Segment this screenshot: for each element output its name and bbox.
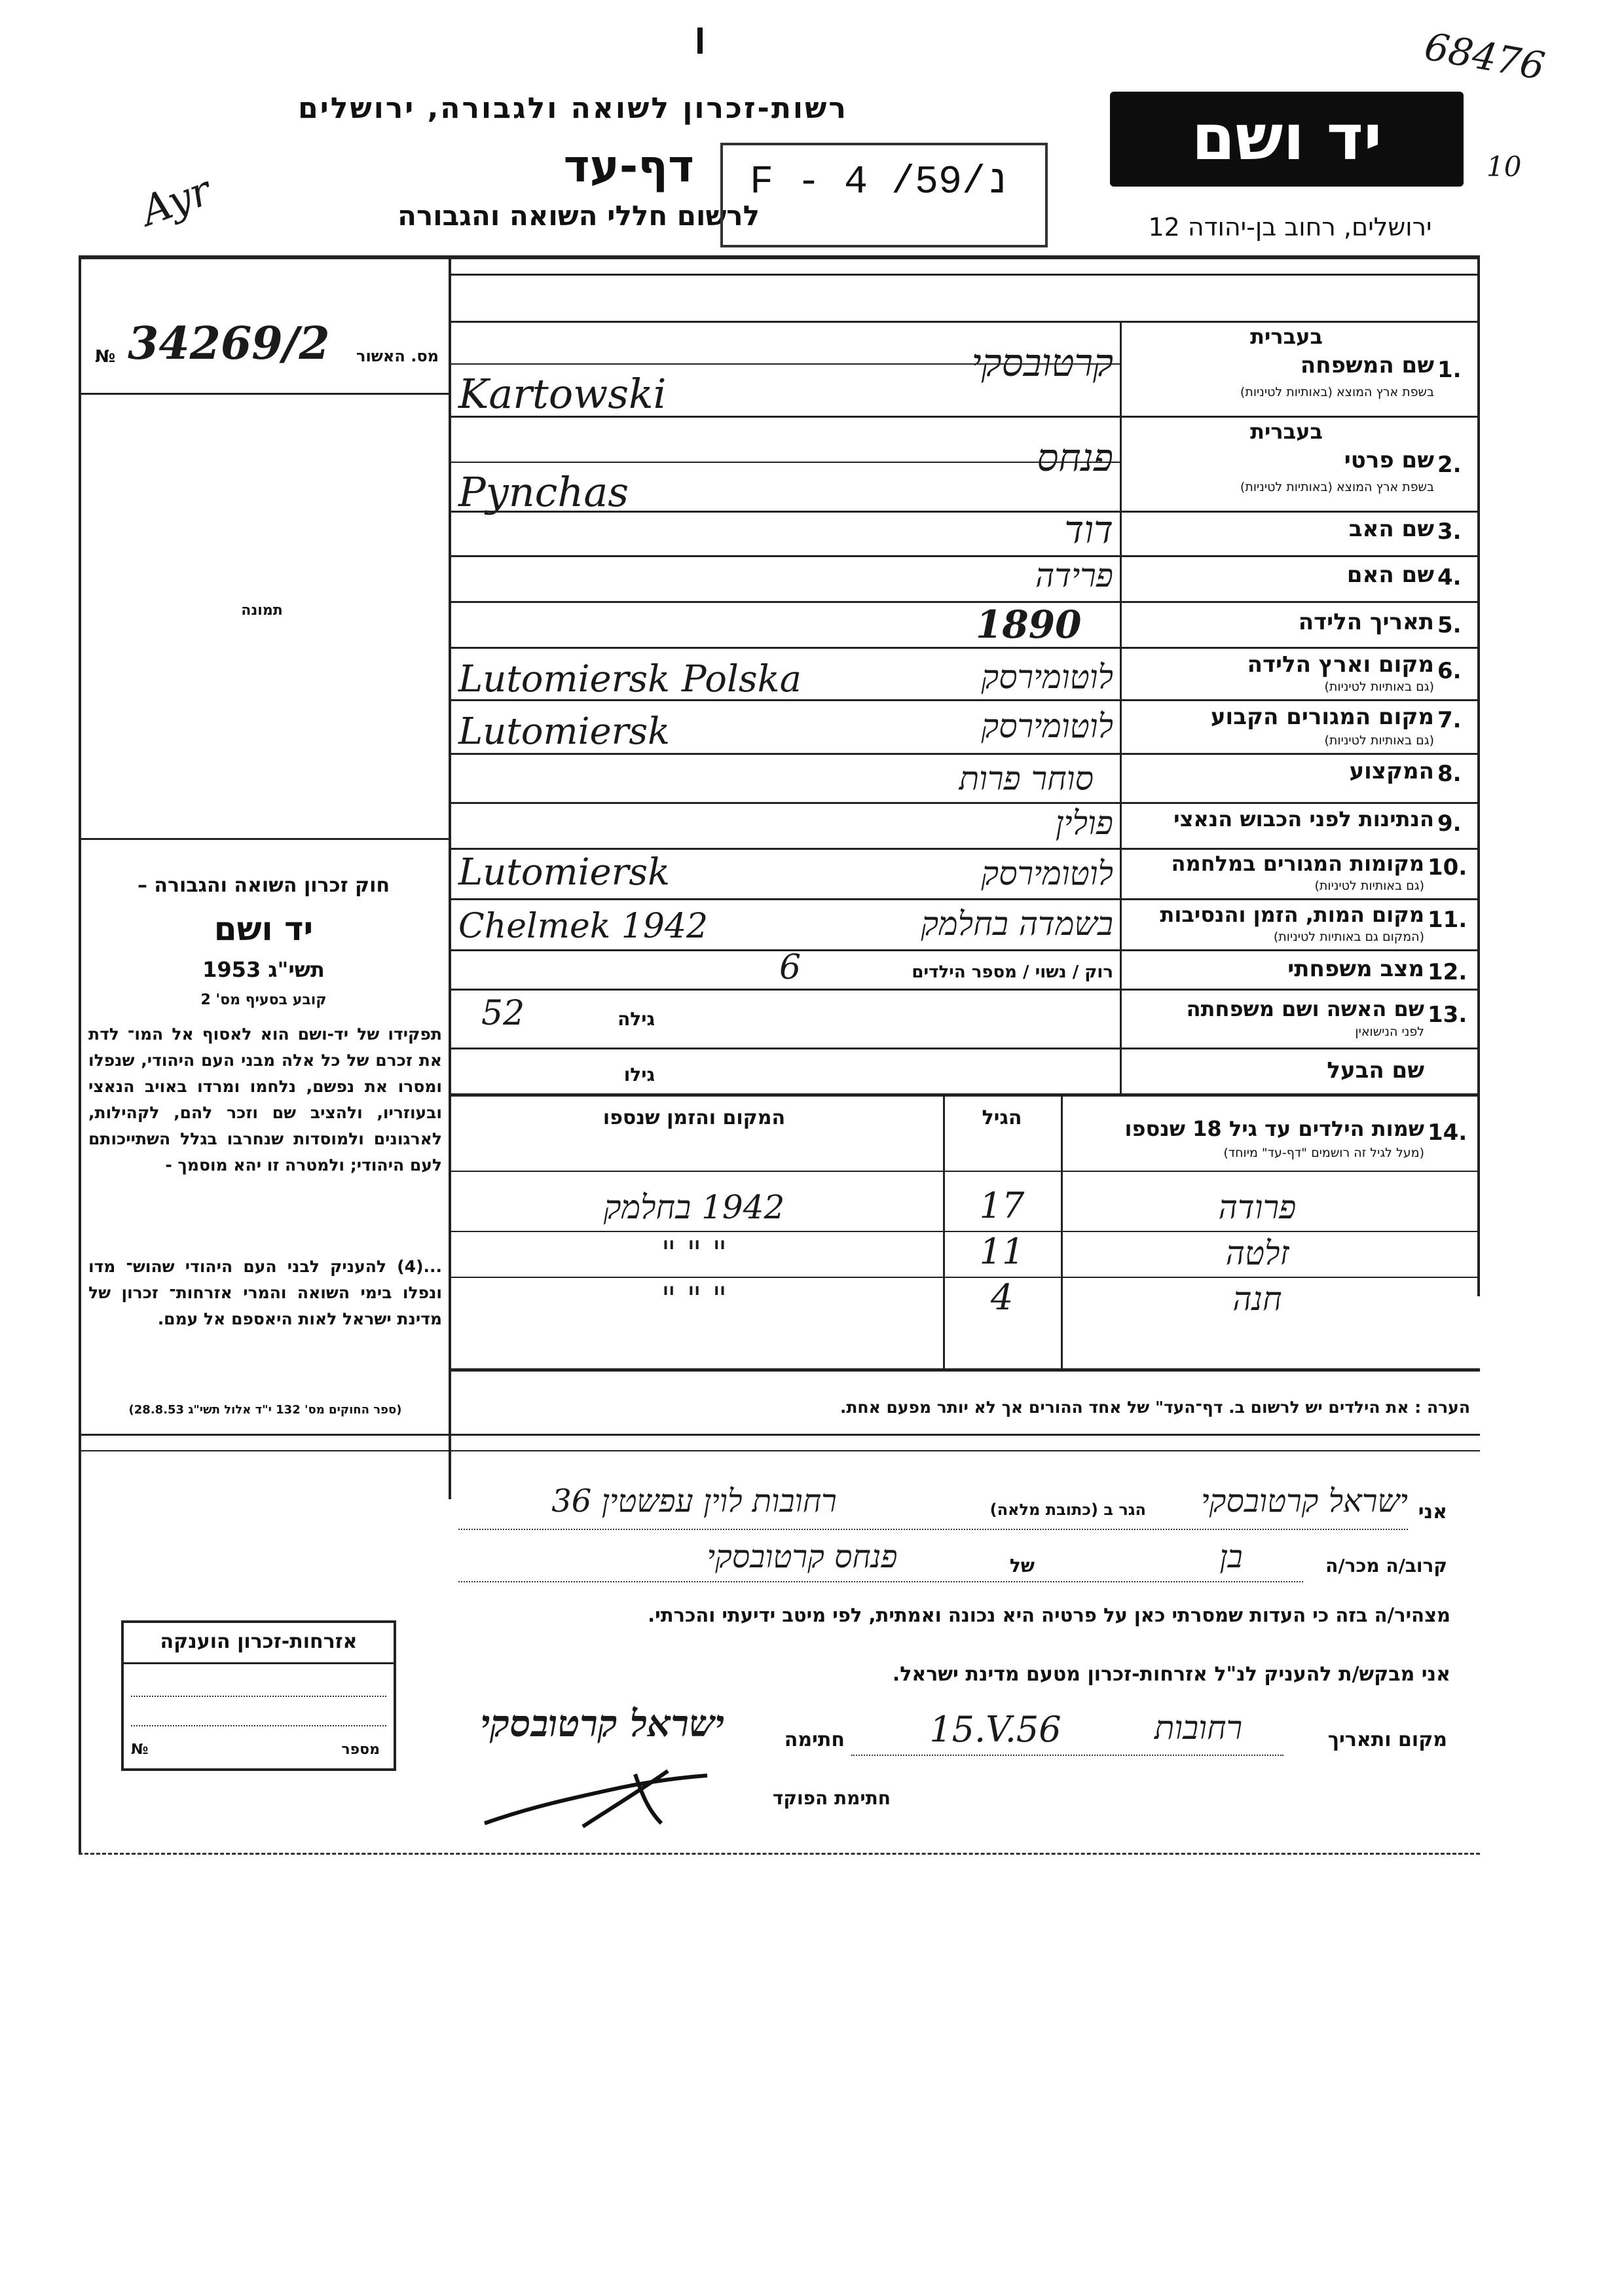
field-4-line xyxy=(449,601,1480,603)
field-6-line xyxy=(449,699,1480,701)
field-6-sub: (גם באותיות לטיניות) xyxy=(1324,680,1434,694)
form-top-line-2 xyxy=(449,274,1480,276)
field-10-latin: Lutomiersk xyxy=(458,851,671,894)
note-line xyxy=(79,1434,1480,1436)
child-3-age: 4 xyxy=(990,1277,1014,1318)
field-9-num: 9. xyxy=(1437,811,1462,837)
field-5-label: תאריך הלידה xyxy=(1298,609,1434,635)
reg-number: F - 4 /59/נ xyxy=(750,160,1010,205)
field-9-line xyxy=(449,848,1480,850)
form-top-line xyxy=(79,255,1480,259)
law-year: תשי"ג 1953 xyxy=(202,957,325,982)
org-name: רשות-זכרון לשואה ולגבורה, ירושלים xyxy=(298,92,848,125)
field-8-hebrew: סוחר פרות xyxy=(959,759,1094,797)
margin-note: Ayr xyxy=(134,166,217,236)
children-title: שמות הילדים עד גיל 18 שנספו xyxy=(1124,1116,1424,1141)
law-text-1: תפקידו של יד-ושם הוא לאסוף אל המו־ לדת את זכרם של כל אלה מבני העם היהודי, שנפלו ומסרו את נפשם, נלחמו ומרדו באויב הנאצי ובעוזריו, ולהציב שם וזכר להם, לקהילות, לארגונים ולמוסדות שנחרבו בגלל השתייכותם לעם היהודי; ולמטרה זו יהא מוסמך - xyxy=(88,1025,442,1175)
decl-request: אני מבקש/ת להעניק לנ"ל אזרחות-זכרון מטעם מדינת ישראל. xyxy=(892,1663,1450,1686)
field-7-latin: Lutomiersk xyxy=(458,710,671,753)
decl-address: רחובות לוין עפשטין 36 xyxy=(551,1483,837,1520)
field-13-num: 13. xyxy=(1428,1002,1467,1028)
field-1-tag: בעברית xyxy=(1250,324,1323,349)
field-3-label: שם האב xyxy=(1348,516,1434,542)
field-13-sub: לפני הנישואין xyxy=(1355,1025,1424,1039)
field-1-latin: Kartowski xyxy=(458,370,667,418)
field-2-tag: בעברית xyxy=(1250,419,1323,444)
decl-name: ישראל קרטובסקי xyxy=(1201,1483,1408,1520)
field-13-value: 52 xyxy=(481,994,525,1033)
field-2-hebrew: פנחס xyxy=(1037,435,1113,480)
form-bottom-line xyxy=(79,1853,1480,1855)
field-12-inline: רוק / נשוי / מספר הילדים xyxy=(912,962,1113,982)
field-1-line-a xyxy=(449,363,1120,365)
approval-bottom-line xyxy=(79,393,449,395)
field-11-num: 11. xyxy=(1428,907,1467,933)
field-10-label: מקומות המגורים במלחמה xyxy=(1171,851,1424,876)
law-clause: קובע בסעיף מס' 2 xyxy=(200,992,327,1008)
label-column-divider xyxy=(1120,321,1122,1093)
child-2-age: 11 xyxy=(979,1231,1025,1272)
field-6-num: 6. xyxy=(1437,658,1462,684)
citizenship-dotted-2 xyxy=(131,1725,386,1726)
child-1-age: 17 xyxy=(979,1185,1025,1226)
decl-relation-label: קרוב/ה מכר/ה xyxy=(1325,1555,1447,1576)
field-10-line xyxy=(449,898,1480,900)
field-8-label: המקצוע xyxy=(1349,758,1434,784)
field-11-line xyxy=(449,949,1480,951)
citizenship-title: אזרחות-זכרון הוענקה xyxy=(121,1630,396,1664)
form-right-edge xyxy=(1477,255,1480,1296)
children-bottom-line xyxy=(449,1368,1480,1372)
field-6-hebrew: לוטומירסק xyxy=(981,658,1113,696)
field-10-hebrew: לוטומירסק xyxy=(981,854,1113,892)
field-12-line xyxy=(449,989,1480,991)
field-11-label: מקום המות, הזמן והנסיבות xyxy=(1160,902,1424,927)
child-3-place: " " " xyxy=(661,1280,728,1318)
form-label-top xyxy=(449,321,1480,323)
decl-date: 15.V.56 xyxy=(929,1709,1061,1750)
children-header-line xyxy=(449,1171,1480,1172)
field-7-num: 7. xyxy=(1437,707,1462,733)
child-3-name: חנה xyxy=(1232,1280,1282,1318)
law-title: חוק זכרון השואה והגבורה – xyxy=(137,874,390,897)
citizenship-dotted-1 xyxy=(131,1696,386,1697)
field-5-num: 5. xyxy=(1437,612,1462,638)
field-11-latin: Chelmek 1942 xyxy=(458,907,709,946)
corner-number: 68476 xyxy=(1421,24,1549,89)
law-citation: (ספר החוקים מס' 132 י"ד אלול תשי"ג 28.8.53) xyxy=(128,1403,402,1417)
children-num: 14. xyxy=(1428,1120,1467,1146)
decl-signature-label: חתימה xyxy=(784,1728,845,1751)
decl-i-label: אני xyxy=(1418,1501,1447,1523)
field-12-label: מצב משפחתי xyxy=(1287,956,1424,982)
field-7-sub: (גם באותיות לטיניות) xyxy=(1324,733,1434,748)
citizenship-number-label: מספר xyxy=(341,1741,380,1758)
field-5-date: 1890 xyxy=(976,602,1082,647)
field-3-hebrew: דוד xyxy=(1064,507,1113,552)
form-sub: לרשום חללי השואה והגבורה xyxy=(397,200,760,232)
field-6-label: מקום וארץ הלידה xyxy=(1247,651,1434,678)
decl-officer-label: חתימת הפוקד xyxy=(772,1787,891,1809)
field-1-num: 1. xyxy=(1437,357,1462,383)
field-2-label: שם פרטי xyxy=(1344,447,1434,473)
field-1-sub: בשפת ארץ המוצא (באותיות לטיניות) xyxy=(1240,385,1434,399)
photo-bottom-line xyxy=(79,838,449,840)
corner-mark: 10 xyxy=(1486,151,1522,183)
field-2-num: 2. xyxy=(1437,452,1462,478)
field-2-latin: Pynchas xyxy=(458,468,629,516)
top-punch-mark xyxy=(697,27,717,54)
decl-lives-label: הגר ב (כתובת מלאה) xyxy=(989,1501,1146,1519)
field-4-hebrew: פרידה xyxy=(1035,556,1113,594)
child-2-name: זלטה xyxy=(1225,1234,1289,1272)
child-1-place: 1942 בחלמק xyxy=(603,1188,785,1226)
field-10-sub: (גם באותיות לטיניות) xyxy=(1314,879,1424,893)
field-12-value: 6 xyxy=(779,948,802,987)
children-subtitle: (מעל לגיל זה רושמים "דף-עד" מיוחד) xyxy=(1223,1146,1424,1160)
husband-label: שם הבעל xyxy=(1327,1057,1424,1084)
field-2-sub: בשפת ארץ המוצא (באותיות לטיניות) xyxy=(1240,480,1434,494)
decl-signature: ישראל קרטובסקי xyxy=(480,1702,725,1745)
field-13-line xyxy=(449,1048,1480,1049)
field-10-num: 10. xyxy=(1428,854,1467,881)
decl-relation: בן xyxy=(1219,1539,1243,1575)
field-9-hebrew: פולין xyxy=(1055,804,1113,842)
photo-label: תמונה xyxy=(241,602,283,619)
note-line-2 xyxy=(79,1450,1480,1451)
field-2-line-a xyxy=(449,462,1120,463)
husband-age-label: גילו xyxy=(623,1064,655,1085)
field-8-num: 8. xyxy=(1437,761,1462,787)
child-2-place: " " " xyxy=(661,1234,728,1272)
decl-line-3 xyxy=(851,1755,1283,1756)
field-13-label: שם האשה ושם משפחתה xyxy=(1186,996,1424,1021)
field-5-line xyxy=(449,647,1480,649)
approval-symbol: № xyxy=(95,347,116,367)
field-13-inline: גילה xyxy=(618,1008,655,1030)
address: ירושלים, רחוב בן-יהודה 12 xyxy=(1148,213,1432,242)
field-7-line xyxy=(449,753,1480,755)
decl-place-date-label: מקום ותאריך xyxy=(1327,1728,1447,1751)
decl-line-1 xyxy=(458,1529,1408,1530)
decl-place: רחובות xyxy=(1154,1709,1243,1747)
decl-line-2 xyxy=(458,1581,1303,1582)
form-name: דף-עד xyxy=(563,141,694,192)
decl-statement: מצהיר/ה בזה כי העדות שמסרתי כאן על פרטיה היא נכונה ואמתית, לפי מיטב ידיעתי והכרתי. xyxy=(648,1604,1450,1626)
field-11-hebrew: בשמדה בחלמק xyxy=(921,905,1113,943)
approval-label: מס. האשור xyxy=(356,347,439,365)
children-col-age: הגיל xyxy=(982,1106,1022,1129)
left-column-divider xyxy=(449,255,451,1499)
children-col-place: המקום והזמן שנספו xyxy=(602,1106,786,1129)
law-text-2: ...(4) להעניק לבני העם היהודי שהוש־ מדו ונפלו בימי השואה והמרי אזרחות־ זכרון של מדינת ישראל לאות היאספם אל עמם. xyxy=(88,1257,442,1328)
law-name: יד ושם xyxy=(213,910,314,948)
note: הערה : את הילדים יש לרשום ב. דף־העד" של אחד ההורים אך לא יותר מפעם אחת. xyxy=(840,1398,1470,1417)
logo: יד ושם xyxy=(1191,101,1382,174)
field-6-latin: Lutomiersk Polska xyxy=(458,658,802,701)
field-3-num: 3. xyxy=(1437,519,1462,545)
field-12-num: 12. xyxy=(1428,959,1467,985)
form-left-edge xyxy=(79,255,81,1853)
field-1-hebrew: קרטובסקי xyxy=(971,340,1113,385)
field-7-label: מקום המגורים הקבוע xyxy=(1210,704,1434,730)
field-1-line xyxy=(449,416,1480,418)
field-4-label: שם האם xyxy=(1346,562,1434,588)
husband-line xyxy=(449,1093,1480,1097)
field-4-num: 4. xyxy=(1437,564,1462,591)
citizenship-symbol: № xyxy=(131,1741,149,1758)
approval-value: 34269/2 xyxy=(128,318,330,370)
officer-signature-scribble xyxy=(471,1761,747,1833)
child-1-name: פרודה xyxy=(1218,1188,1297,1226)
field-1-label: שם המשפחה xyxy=(1300,352,1434,378)
field-9-label: הנתינות לפני הכבוש הנאצי xyxy=(1173,807,1434,831)
decl-of-label: של xyxy=(1009,1555,1035,1576)
field-7-hebrew: לוטומירסק xyxy=(981,707,1113,745)
decl-of-name: פנחס קרטובסקי xyxy=(707,1539,898,1575)
field-11-sub: (המקום גם באותיות לטיניות) xyxy=(1273,930,1424,944)
